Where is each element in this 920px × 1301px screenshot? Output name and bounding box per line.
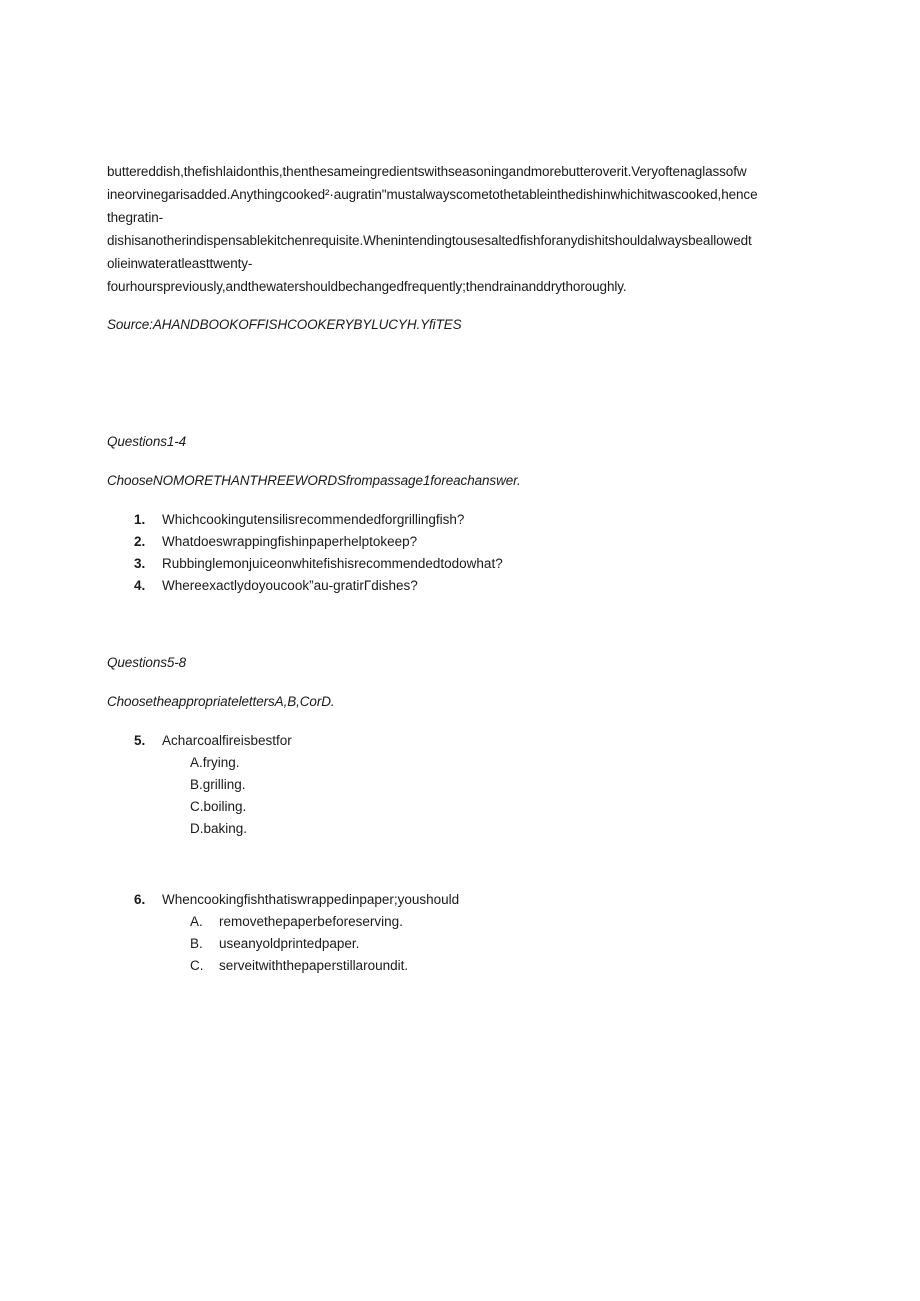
question-number: 4. <box>134 578 146 593</box>
question-number: 2. <box>134 534 146 549</box>
question-number: 5. <box>134 733 146 748</box>
answer-option: D.baking. <box>190 821 248 836</box>
question-text: Whatdoeswrappingfishinpaperhelptokeep? <box>162 534 418 549</box>
answer-option-text: serveitwiththepaperstillaroundit. <box>219 958 409 973</box>
question-text: Whereexactlydoyoucook”au-gratirΓdishes? <box>162 578 418 593</box>
question-number: 6. <box>134 892 146 907</box>
passage-line: ineorvinegarisadded.Anythingcooked²·augratin"mustalwayscometothetableinthedishinwhichitwascooked,hence <box>107 187 758 202</box>
source-citation: Source:AHANDBOOKOFFISHCOOKERYBYLUCYH.YfiTES <box>107 317 462 332</box>
answer-option-letter: B. <box>190 936 203 951</box>
question-text: Rubbinglemonjuiceonwhitefishisrecommendedtodowhat? <box>162 556 503 571</box>
section1-heading: Questions1-4 <box>107 434 187 449</box>
question-number: 1. <box>134 512 146 527</box>
answer-option-letter: C. <box>190 958 204 973</box>
question-text: Whencookingfishthatiswrappedinpaper;youshould <box>162 892 460 907</box>
section2-instruction: ChoosetheappropriatelettersA,B,CorD. <box>107 694 335 709</box>
passage-line: fourhourspreviously,andthewatershouldbechangedfrequently;thendrainanddrythoroughly. <box>107 279 627 294</box>
question-number: 3. <box>134 556 146 571</box>
answer-option-text: removethepaperbeforeserving. <box>219 914 403 929</box>
passage-line: olieinwateratleasttwenty- <box>107 256 253 271</box>
answer-option-letter: A. <box>190 914 203 929</box>
answer-option: A.frying. <box>190 755 240 770</box>
passage-line: dishisanotherindispensablekitchenrequisite.Whenintendingtousesaltedfishforanydishitshouldalwaysbeallowedt <box>107 233 752 248</box>
answer-option: C.boiling. <box>190 799 247 814</box>
passage-line: thegratin- <box>107 210 164 225</box>
answer-option: B.grilling. <box>190 777 246 792</box>
section1-instruction: ChooseNOMORETHANTHREEWORDSfrompassage1foreachanswer. <box>107 473 521 488</box>
section2-heading: Questions5-8 <box>107 655 187 670</box>
passage-line: buttereddish,thefishlaidonthis,thenthesameingredientswithseasoningandmorebutteroverit.Veryoftenaglassofw <box>107 164 747 179</box>
question-text: Acharcoalfireisbestfor <box>162 733 292 748</box>
question-text: Whichcookingutensilisrecommendedforgrillingfish? <box>162 512 465 527</box>
answer-option-text: useanyoldprintedpaper. <box>219 936 360 951</box>
